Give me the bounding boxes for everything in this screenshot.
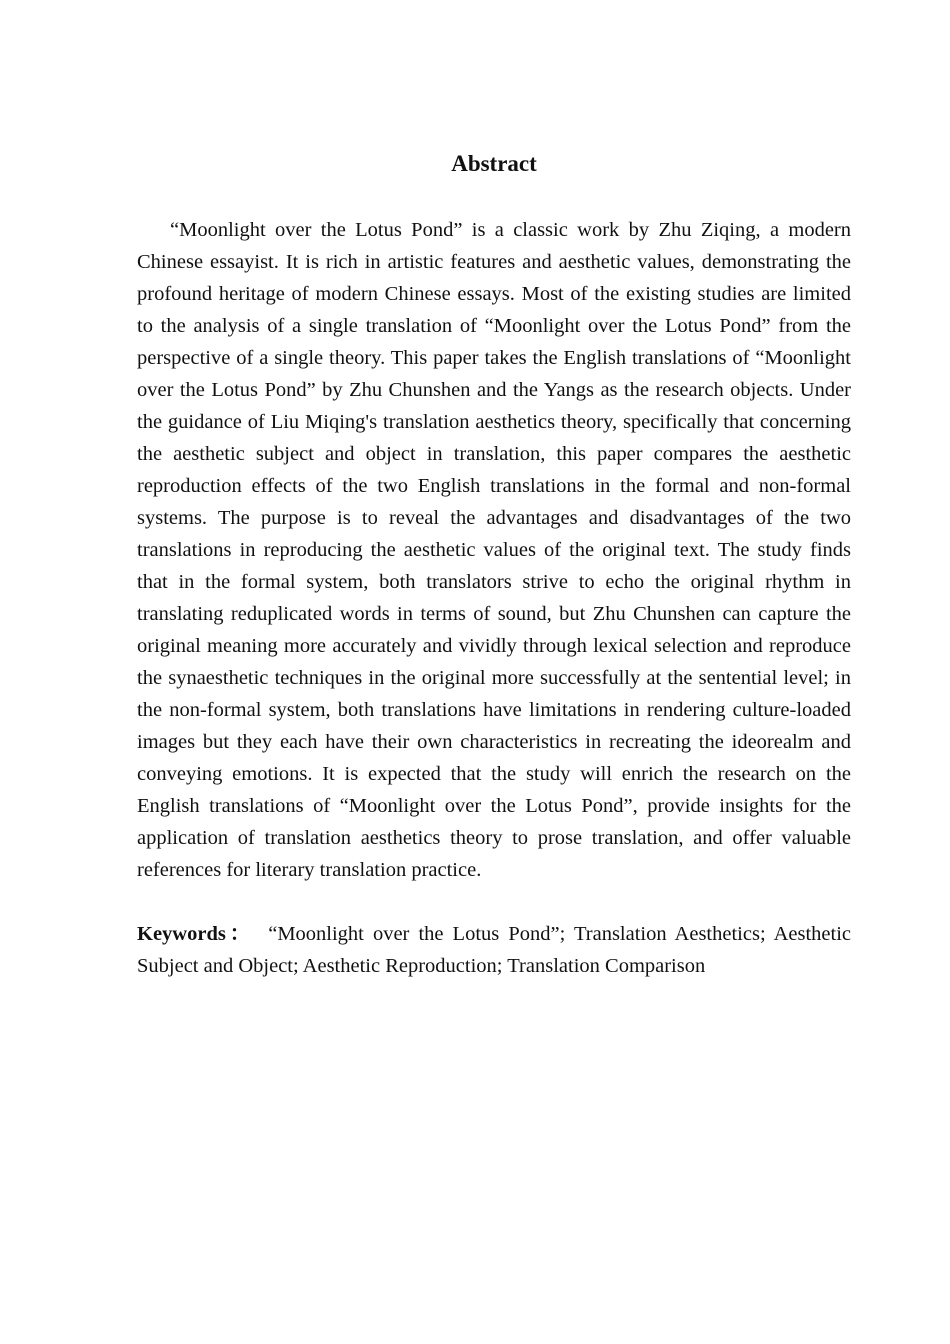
abstract-title: Abstract [451,151,537,176]
keywords-label: Keywords [137,923,226,945]
keywords-separator: ： [225,923,255,945]
keywords-list: “Moonlight over the Lotus Pond”; Translation Aesthetics; Aesthetic Subject and Object; Aesthetic Reproduction; Translation Comparison [137,923,851,977]
abstract-body: “Moonlight over the Lotus Pond” is a classic work by Zhu Ziqing, a modern Chinese essayist. It is rich in artistic features and aesthetic values, demonstrating the profound heritage of modern Chinese essays. Most of the existing studies are limited to the analysis of a single translation of “Moonlight over the Lotus Pond” from the perspective of a single theory. This paper takes the English translations of “Moonlight over the Lotus Pond” by Zhu Chunshen and the Yangs as the research objects. Under the guidance of Liu Miqing's translation aesthetics theory, specifically that concerning the aesthetic subject and object in translation, this paper compares the aesthetic reproduction effects of the two English translations in the formal and non-formal systems. The purpose is to reveal the advantages and disadvantages of the two translations in reproducing the aesthetic values of the original text. The study finds that in the formal system, both translators strive to echo the original rhythm in translating reduplicated words in terms of sound, but Zhu Chunshen can capture the original meaning more accurately and vividly through lexical selection and reproduce the synaesthetic techniques in the original more successfully at the sentential level; in the non-formal system, both translations have limitations in rendering culture-loaded images but they each have their own characteristics in recreating the ideorealm and conveying emotions. It is expected that the study will enrich the research on the English translations of “Moonlight over the Lotus Pond”, provide insights for the application of translation aesthetics theory to prose translation, and offer valuable references for literary translation practice. [137,219,851,881]
keywords-section [137,918,851,982]
abstract-page [137,148,851,982]
